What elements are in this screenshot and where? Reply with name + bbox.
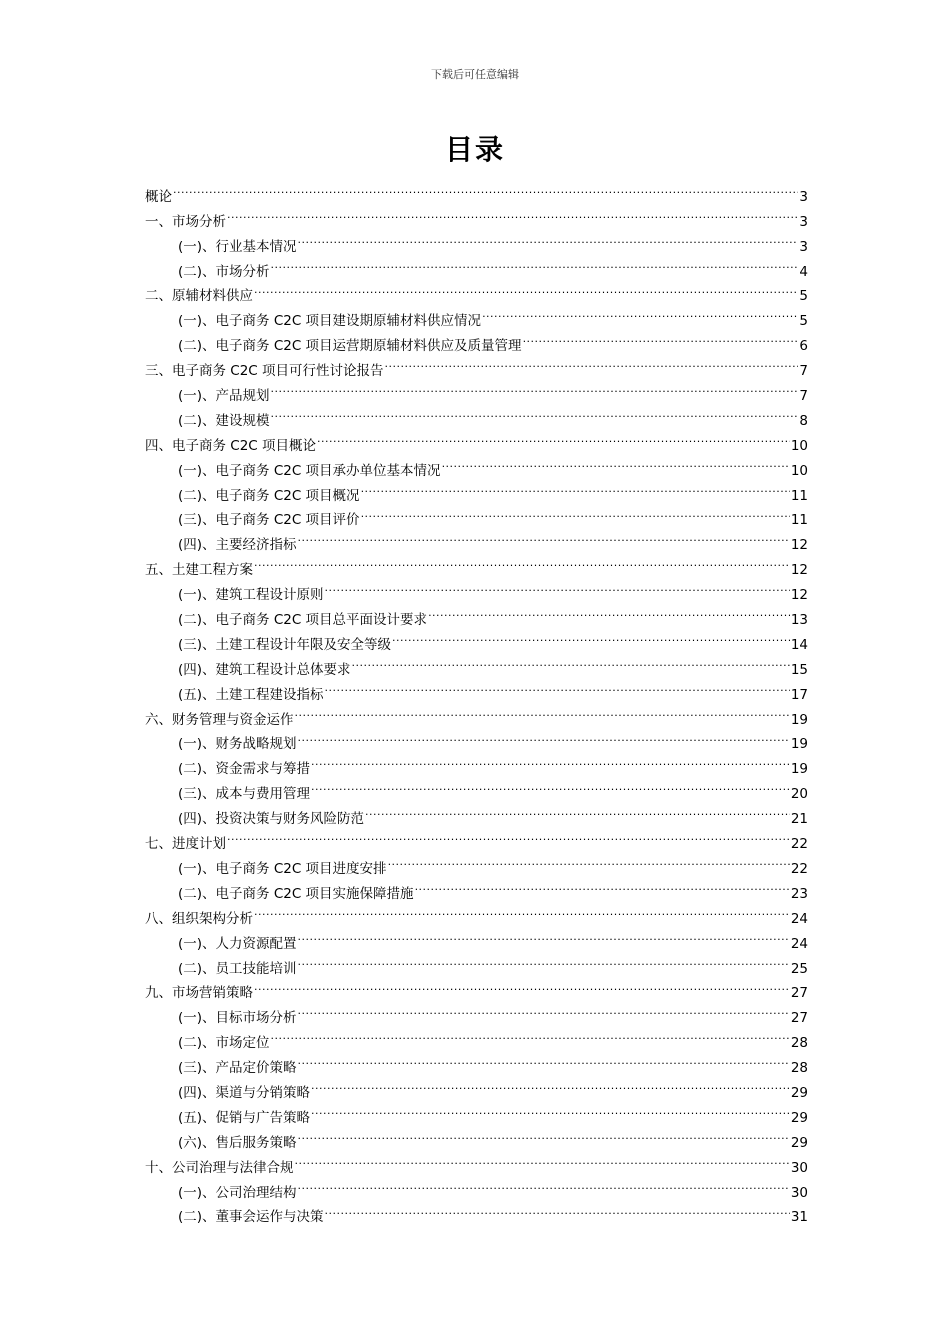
dot-leader	[254, 973, 790, 998]
dot-leader	[298, 226, 799, 251]
toc-entry-title: (三)、电子商务 C2C 项目评价	[178, 512, 360, 529]
dot-leader	[311, 1097, 790, 1122]
toc-entry-title: (二)、资金需求与筹措	[178, 761, 311, 778]
toc-entry-title: (一)、财务战略规划	[178, 736, 297, 753]
dot-leader	[298, 1047, 790, 1072]
toc-entry-title: 三、电子商务 C2C 项目可行性讨论报告	[145, 363, 384, 380]
toc-page-number: 19	[790, 736, 808, 753]
toc-entry-title: (四)、主要经济指标	[178, 537, 297, 554]
toc-entry-title: (二)、员工技能培训	[178, 960, 297, 977]
toc-entry-title: (二)、市场定位	[178, 1035, 270, 1052]
page-header: 下载后可任意编辑	[431, 68, 519, 81]
toc-entry-title: (一)、电子商务 C2C 项目承办单位基本情况	[178, 462, 441, 479]
toc-entry-title: 四、电子商务 C2C 项目概论	[145, 437, 317, 454]
dot-leader	[295, 1147, 790, 1172]
dot-leader	[298, 997, 790, 1022]
toc-entry-title: 二、原辅材料供应	[145, 288, 253, 305]
toc-entry-title: (五)、促销与广告策略	[178, 1109, 311, 1126]
toc-page-number: 14	[790, 636, 808, 653]
toc-entry-title: (二)、电子商务 C2C 项目运营期原辅材料供应及质量管理	[178, 338, 522, 355]
toc-page-number: 27	[790, 1010, 808, 1027]
toc-page-number: 29	[790, 1134, 808, 1151]
toc-page-number: 31	[790, 1209, 808, 1226]
dot-leader	[227, 823, 790, 848]
dot-leader	[361, 475, 790, 500]
toc-entry-title: 七、进度计划	[145, 836, 226, 853]
table-of-contents	[145, 176, 808, 1226]
toc-entry-title: (二)、建设规模	[178, 412, 270, 429]
dot-leader	[254, 276, 798, 301]
dot-leader	[271, 375, 799, 400]
toc-entry-title: (二)、电子商务 C2C 项目概况	[178, 487, 360, 504]
toc-page-number: 12	[790, 562, 808, 579]
dot-leader	[352, 649, 790, 674]
dot-leader	[415, 873, 790, 898]
toc-page-number: 7	[799, 363, 808, 380]
toc-entry-title: (四)、渠道与分销策略	[178, 1084, 311, 1101]
dot-leader	[428, 599, 790, 624]
toc-entry-title: 概论	[145, 188, 172, 205]
dot-leader	[173, 176, 798, 201]
toc-entry-title: (一)、人力资源配置	[178, 935, 297, 952]
toc-page-number: 25	[790, 960, 808, 977]
toc-entry-title: (三)、成本与费用管理	[178, 786, 311, 803]
toc-page-number: 30	[790, 1184, 808, 1201]
dot-leader	[317, 425, 790, 450]
toc-entry-title: 一、市场分析	[145, 213, 226, 230]
toc-page-number: 10	[790, 437, 808, 454]
dot-leader	[298, 948, 790, 973]
toc-page-number: 12	[790, 537, 808, 554]
toc-entry-title: (四)、投资决策与财务风险防范	[178, 811, 365, 828]
toc-entry[interactable]	[145, 823, 808, 853]
toc-entry-title: (一)、产品规划	[178, 388, 270, 405]
dot-leader	[298, 524, 790, 549]
toc-entry-title: (一)、公司治理结构	[178, 1184, 297, 1201]
dot-leader	[482, 300, 798, 325]
toc-page-number: 29	[790, 1084, 808, 1101]
dot-leader	[325, 674, 790, 699]
toc-entry[interactable]	[145, 201, 808, 230]
dot-leader	[298, 923, 790, 948]
dot-leader	[227, 201, 798, 226]
toc-entry-title: (二)、董事会运作与决策	[178, 1209, 324, 1226]
toc-page-number: 19	[790, 761, 808, 778]
dot-leader	[388, 848, 790, 873]
dot-leader	[523, 325, 799, 350]
dot-leader	[311, 748, 790, 773]
toc-page-number: 5	[799, 313, 808, 330]
dot-leader	[298, 1122, 790, 1147]
toc-page-number: 22	[790, 860, 808, 877]
dot-leader	[385, 350, 799, 375]
toc-page-number: 3	[799, 188, 808, 205]
toc-page-number: 27	[790, 985, 808, 1002]
toc-page-number: 11	[790, 487, 808, 504]
toc-entry-title: 五、土建工程方案	[145, 562, 253, 579]
toc-entry-title: (一)、电子商务 C2C 项目进度安排	[178, 860, 387, 877]
toc-page-number: 22	[790, 836, 808, 853]
toc-page-number: 8	[799, 412, 808, 429]
toc-page-number: 12	[790, 587, 808, 604]
toc-entry-title: (三)、产品定价策略	[178, 1060, 297, 1077]
dot-leader	[442, 450, 790, 475]
toc-entry[interactable]	[145, 848, 808, 877]
toc-page-number: 11	[790, 512, 808, 529]
toc-page-number: 5	[799, 288, 808, 305]
toc-entry-title: (四)、建筑工程设计总体要求	[178, 661, 351, 678]
dot-leader	[361, 500, 790, 525]
dot-leader	[298, 724, 790, 749]
dot-leader	[325, 574, 790, 599]
toc-page-number: 24	[790, 910, 808, 927]
toc-entry[interactable]	[145, 226, 808, 255]
toc-page-number: 6	[799, 338, 808, 355]
toc-entry-title: (五)、土建工程建设指标	[178, 686, 324, 703]
toc-entry-title: 八、组织架构分析	[145, 910, 253, 927]
toc-page-number: 4	[799, 263, 808, 280]
toc-entry-title: (一)、目标市场分析	[178, 1010, 297, 1027]
dot-leader	[311, 773, 790, 798]
dot-leader	[254, 898, 790, 923]
toc-title: 目录	[444, 133, 505, 166]
toc-page-number: 28	[790, 1035, 808, 1052]
dot-leader	[271, 1022, 790, 1047]
toc-page-number: 28	[790, 1060, 808, 1077]
toc-entry-title: 十、公司治理与法律合规	[145, 1159, 294, 1176]
toc-page-number: 30	[790, 1159, 808, 1176]
toc-entry-title: (三)、土建工程设计年限及安全等级	[178, 636, 392, 653]
dot-leader	[271, 251, 799, 276]
toc-page-number: 17	[790, 686, 808, 703]
toc-page-number: 10	[790, 462, 808, 479]
toc-entry-title: (二)、市场分析	[178, 263, 270, 280]
dot-leader	[254, 549, 790, 574]
toc-page-number: 3	[799, 213, 808, 230]
toc-entry-title: (二)、电子商务 C2C 项目总平面设计要求	[178, 612, 428, 629]
toc-page-number: 15	[790, 661, 808, 678]
toc-entry-title: (一)、行业基本情况	[178, 238, 297, 255]
toc-page-number: 29	[790, 1109, 808, 1126]
toc-page-number: 13	[790, 612, 808, 629]
toc-entry-title: (六)、售后服务策略	[178, 1134, 297, 1151]
dot-leader	[295, 699, 790, 724]
dot-leader	[392, 624, 790, 649]
toc-entry[interactable]	[145, 176, 808, 205]
toc-entry-title: 九、市场营销策略	[145, 985, 253, 1002]
toc-entry-title: (二)、电子商务 C2C 项目实施保障措施	[178, 885, 414, 902]
toc-page-number: 21	[790, 811, 808, 828]
toc-entry-title: (一)、电子商务 C2C 项目建设期原辅材料供应情况	[178, 313, 482, 330]
toc-page-number: 23	[790, 885, 808, 902]
toc-page-number: 7	[799, 388, 808, 405]
toc-entry-title: 六、财务管理与资金运作	[145, 711, 294, 728]
dot-leader	[311, 1072, 790, 1097]
toc-page-number: 3	[799, 238, 808, 255]
toc-page-number: 20	[790, 786, 808, 803]
dot-leader	[365, 798, 790, 823]
toc-entry-title: (一)、建筑工程设计原则	[178, 587, 324, 604]
toc-page-number: 24	[790, 935, 808, 952]
dot-leader	[325, 1197, 790, 1222]
dot-leader	[298, 1172, 790, 1197]
dot-leader	[271, 400, 799, 425]
toc-page-number: 19	[790, 711, 808, 728]
